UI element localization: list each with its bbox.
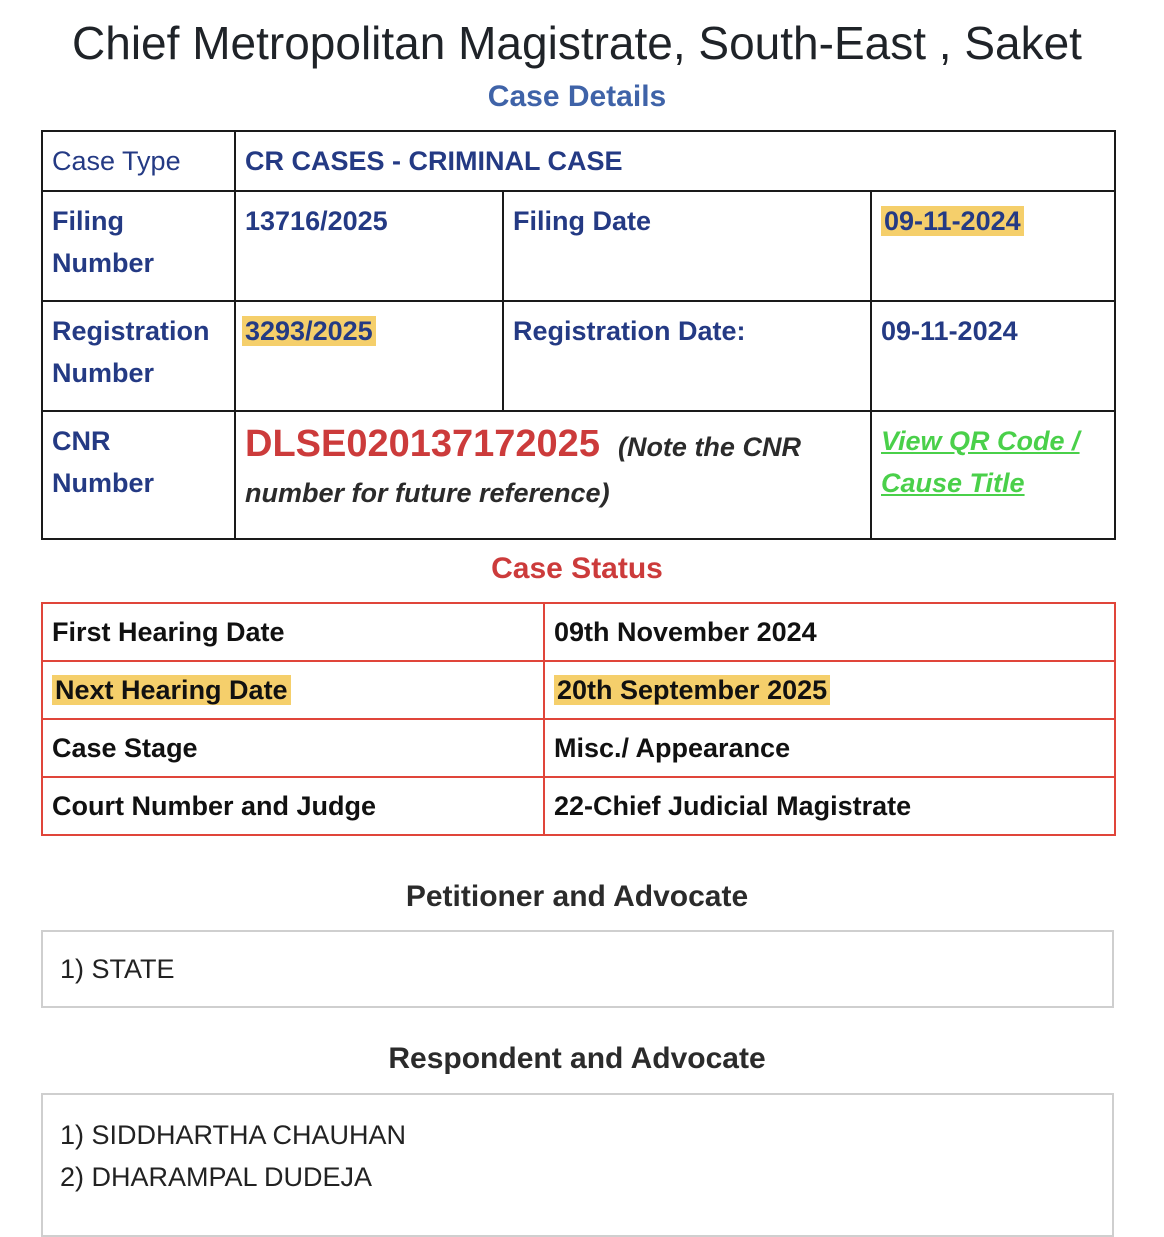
first-hearing-label-text: First Hearing Date — [52, 616, 285, 647]
cnr-row — [42, 411, 1115, 539]
respondent-box — [41, 1093, 1114, 1237]
cnr-label — [42, 411, 235, 539]
case-status-heading: Case Status — [491, 552, 663, 585]
case-details-heading: Case Details — [487, 80, 667, 113]
registration-number-label-line2: Number — [52, 358, 155, 388]
view-qr-code-link[interactable]: View QR Code / — [881, 426, 1080, 456]
next-hearing-value: 20th September 2025 — [554, 675, 830, 705]
filing-date-value: 09-11-2024 — [881, 206, 1024, 236]
registration-date-label: Registration Date: — [503, 301, 871, 411]
cnr-value-cell — [235, 411, 871, 539]
next-hearing-label-cell — [42, 661, 544, 719]
registration-date-value: 09-11-2024 — [871, 301, 1115, 411]
court-judge-value: 22-Chief Judicial Magistrate — [544, 777, 1115, 835]
case-type-value: CR CASES - CRIMINAL CASE — [235, 131, 1115, 191]
filing-number-label — [42, 191, 235, 301]
cause-title-link[interactable]: Cause Title — [881, 468, 1025, 498]
case-type-label: Case Type — [42, 131, 235, 191]
registration-number-label — [42, 301, 235, 411]
filing-date-cell — [871, 191, 1115, 301]
next-hearing-label: Next Hearing Date — [52, 675, 291, 705]
case-status-table — [41, 602, 1116, 836]
status-row-first-hearing — [42, 603, 1115, 661]
respondent-entry-2: 2) DHARAMPAL DUDEJA — [60, 1162, 373, 1192]
cnr-line1 — [245, 420, 861, 471]
registration-number-label-line1: Registration — [52, 316, 210, 346]
status-row-next-hearing — [42, 661, 1115, 719]
respondent-heading: Respondent and Advocate — [388, 1042, 766, 1075]
petitioner-heading: Petitioner and Advocate — [405, 880, 749, 913]
petitioner-entry: 1) STATE — [60, 954, 175, 984]
cnr-note-line1: (Note the CNR — [617, 432, 801, 462]
cnr-number: DLSE020137172025 — [245, 423, 600, 465]
filing-number-label-line2: Number — [52, 248, 155, 278]
registration-number-cell — [235, 301, 503, 411]
filing-date-label: Filing Date — [503, 191, 871, 301]
registration-number-value: 3293/2025 — [242, 316, 376, 346]
status-row-court-judge — [42, 777, 1115, 835]
qr-link-cell — [871, 411, 1115, 539]
registration-row — [42, 301, 1115, 411]
first-hearing-value: 09th November 2024 — [544, 603, 1115, 661]
filing-number-value: 13716/2025 — [235, 191, 503, 301]
court-title: Chief Metropolitan Magistrate, South-East , Saket — [72, 17, 1082, 69]
petitioner-box — [41, 930, 1114, 1008]
filing-number-label-line1: Filing — [52, 206, 124, 236]
first-hearing-label — [42, 603, 544, 661]
cnr-label-line1: CNR — [52, 426, 111, 456]
cnr-label-line2: Number — [52, 468, 155, 498]
case-type-row — [42, 131, 1115, 191]
cnr-note-line2: number for future reference) — [245, 478, 610, 508]
next-hearing-value-cell — [544, 661, 1115, 719]
respondent-entry-1: 1) SIDDHARTHA CHAUHAN — [60, 1120, 407, 1150]
court-judge-label: Court Number and Judge — [42, 777, 544, 835]
case-stage-value: Misc./ Appearance — [544, 719, 1115, 777]
filing-row — [42, 191, 1115, 301]
status-row-case-stage — [42, 719, 1115, 777]
case-stage-label: Case Stage — [42, 719, 544, 777]
case-details-table — [41, 130, 1116, 540]
